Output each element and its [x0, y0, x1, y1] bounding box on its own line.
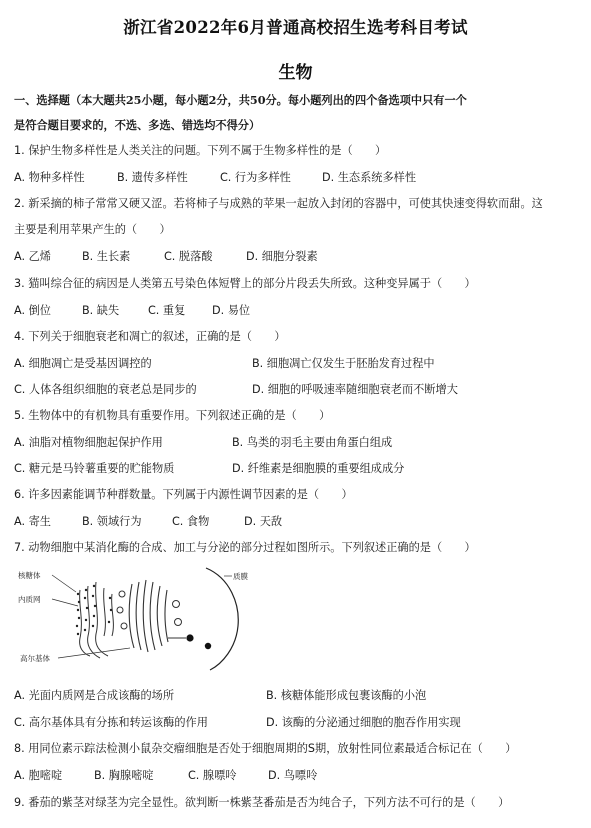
- label-ribosome: 核糖体: [18, 571, 41, 580]
- question-7-option-b: B. 核糖体能形成包裹该酶的小泡: [266, 689, 427, 702]
- question-4-stem: 4. 下列关于细胞衰老和凋亡的叙述，正确的是（ ）: [14, 330, 286, 343]
- question-4-option-c: C. 人体各组织细胞的衰老总是同步的: [14, 383, 197, 396]
- question-2-option-a: A. 乙烯: [14, 250, 51, 263]
- question-6-option-d: D. 天敌: [244, 515, 283, 528]
- question-5-option-d: D. 纤维素是细胞膜的重要组成成分: [232, 462, 405, 475]
- label-golgi: 高尔基体: [20, 654, 50, 663]
- secretory-pathway-diagram: [18, 564, 258, 672]
- question-2-stem-line-2: 主要是利用苹果产生的（ ）: [14, 223, 171, 236]
- label-er: 内质网: [18, 595, 41, 604]
- question-5-option-b: B. 鸟类的羽毛主要由角蛋白组成: [232, 436, 393, 449]
- question-4-option-d: D. 细胞的呼吸速率随细胞衰老而不断增大: [252, 383, 458, 396]
- question-5-stem: 5. 生物体中的有机物具有重要作用。下列叙述正确的是（ ）: [14, 409, 331, 422]
- question-8-option-c: C. 腺嘌呤: [188, 769, 237, 782]
- question-1-stem: 1. 保护生物多样性是人类关注的问题。下列不属于生物多样性的是（ ）: [14, 144, 387, 157]
- section-heading-line-2: 是符合题目要求的，不选、多选、错选均不得分）: [14, 118, 261, 132]
- question-2-option-b: B. 生长素: [82, 250, 131, 263]
- question-8-stem: 8. 用同位素示踪法检测小鼠杂交瘤细胞是否处于细胞周期的S期，放射性同位素最适合标记在（ ）: [14, 742, 517, 755]
- question-1-option-c: C. 行为多样性: [220, 171, 291, 184]
- question-3-option-a: A. 倒位: [14, 304, 51, 317]
- question-1-option-a: A. 物种多样性: [14, 171, 85, 184]
- question-2-option-d: D. 细胞分裂素: [246, 250, 318, 263]
- question-6-option-a: A. 寄生: [14, 515, 51, 528]
- question-5-option-c: C. 糖元是马铃薯重要的贮能物质: [14, 462, 175, 475]
- question-3-option-b: B. 缺失: [82, 304, 120, 317]
- question-3-stem: 3. 猫叫综合征的病因是人类第五号染色体短臂上的部分片段丢失所致。这种变异属于（ ）: [14, 277, 476, 290]
- question-7-option-a: A. 光面内质网是合成该酶的场所: [14, 689, 175, 702]
- subject-title: 生物: [278, 63, 313, 83]
- question-4-option-b: B. 细胞凋亡仅发生于胚胎发育过程中: [252, 357, 435, 370]
- question-6-option-c: C. 食物: [172, 515, 210, 528]
- question-7-stem: 7. 动物细胞中某消化酶的合成、加工与分泌的部分过程如图所示。下列叙述正确的是（ ）: [14, 541, 476, 554]
- question-2-stem-line-1: 2. 新采摘的柿子常常又硬又涩。若将柿子与成熟的苹果一起放入封闭的容器中，可使其快速变得软而甜。这: [14, 197, 543, 210]
- question-9-stem: 9. 番茄的紫茎对绿茎为完全显性。欲判断一株紫茎番茄是否为纯合子，下列方法不可行的是（ ）: [14, 796, 510, 809]
- question-6-option-b: B. 领域行为: [82, 515, 142, 528]
- exam-title: 浙江省2022年6月普通高校招生选考科目考试: [123, 18, 468, 37]
- label-membrane: 质膜: [233, 572, 248, 581]
- question-3-option-c: C. 重复: [148, 304, 186, 317]
- question-1-option-b: B. 遗传多样性: [117, 171, 188, 184]
- question-7-option-c: C. 高尔基体具有分拣和转运该酶的作用: [14, 716, 208, 729]
- question-3-option-d: D. 易位: [212, 304, 251, 317]
- question-8-option-a: A. 胞嘧啶: [14, 769, 63, 782]
- question-8-option-d: D. 鸟嘌呤: [268, 769, 318, 782]
- question-6-stem: 6. 许多因素能调节种群数量。下列属于内源性调节因素的是（ ）: [14, 488, 353, 501]
- question-7-option-d: D. 该酶的分泌通过细胞的胞吞作用实现: [266, 716, 461, 729]
- question-8-option-b: B. 胸腺嘧啶: [94, 769, 154, 782]
- section-heading-line-1: 一、选择题（本大题共25小题，每小题2分，共50分。每小题列出的四个备选项中只有一个: [14, 93, 467, 107]
- question-2-option-c: C. 脱落酸: [164, 250, 213, 263]
- question-5-option-a: A. 油脂对植物细胞起保护作用: [14, 436, 163, 449]
- question-4-option-a: A. 细胞凋亡是受基因调控的: [14, 357, 152, 370]
- question-1-option-d: D. 生态系统多样性: [322, 171, 417, 184]
